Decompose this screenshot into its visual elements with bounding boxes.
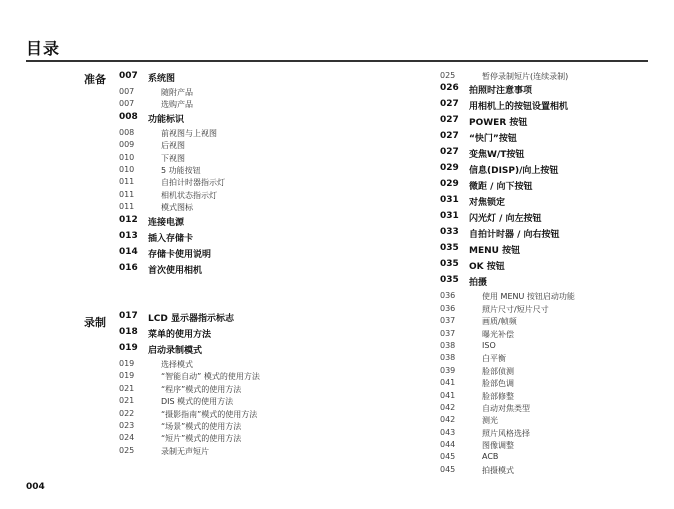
toc-entry-title: 白平衡	[482, 354, 506, 364]
toc-entry-title: 自拍计时器 / 向右按钮	[469, 230, 560, 241]
toc-entry[interactable]	[440, 304, 650, 316]
toc-entry-title: 功能标识	[148, 114, 185, 125]
toc-entry-title: 曝光补偿	[482, 329, 514, 339]
toc-entry[interactable]	[119, 384, 319, 396]
toc-entry[interactable]	[119, 421, 319, 433]
toc-entry[interactable]	[440, 316, 650, 328]
toc-page-number: 031	[440, 195, 459, 206]
toc-page-number: 027	[440, 147, 459, 158]
toc-page-number: 045	[440, 464, 456, 474]
toc-page-number: 037	[440, 316, 456, 326]
toc-entry[interactable]	[119, 190, 319, 202]
toc-list-record	[119, 311, 319, 458]
toc-entry-title: 菜单的使用方法	[148, 330, 212, 340]
toc-page-number: 038	[440, 340, 456, 350]
toc-entry-title: “场景”模式的使用方法	[161, 421, 242, 431]
toc-entry[interactable]	[440, 353, 650, 365]
toc-page-number: 012	[119, 214, 138, 225]
toc-page-number: 037	[440, 328, 456, 338]
toc-entry-title: 相机状态指示灯	[161, 190, 217, 200]
toc-entry-title: 启动录制模式	[148, 346, 203, 356]
toc-entry[interactable]	[119, 343, 319, 359]
toc-entry-title: 对焦锁定	[469, 198, 506, 209]
toc-page-number: 027	[440, 115, 459, 126]
toc-page-number: 035	[440, 275, 459, 286]
toc-page-number: 026	[440, 83, 459, 94]
toc-page-number: 010	[119, 164, 135, 174]
toc-entry-title: 微距 / 向下按钮	[469, 182, 533, 193]
toc-page-number: 029	[440, 163, 459, 174]
toc-entry[interactable]	[440, 163, 650, 179]
toc-entry[interactable]	[440, 83, 650, 99]
toc-entry-title: 变焦W/T按钮	[469, 150, 525, 161]
toc-entry[interactable]	[119, 247, 319, 263]
toc-entry[interactable]	[440, 415, 650, 427]
toc-entry[interactable]	[119, 311, 319, 327]
toc-entry-title: 画质/帧频	[482, 317, 517, 327]
toc-entry[interactable]	[119, 99, 319, 111]
toc-entry-title: 脸部色调	[482, 379, 514, 389]
toc-entry-title: 下视图	[161, 153, 185, 163]
title-divider	[26, 60, 648, 62]
toc-entry[interactable]	[440, 179, 650, 195]
toc-entry-title: 照片尺寸/短片尺寸	[482, 304, 549, 314]
toc-entry-title: 选择模式	[161, 360, 193, 369]
toc-entry-title: ISO	[482, 340, 496, 350]
toc-page-number: 008	[119, 111, 138, 122]
toc-page-number: 019	[119, 359, 135, 368]
toc-entry[interactable]	[440, 227, 650, 243]
toc-entry-title: 系统图	[148, 74, 176, 84]
toc-page-number: 017	[119, 311, 138, 321]
toc-page-number: 021	[119, 383, 135, 393]
toc-entry[interactable]	[119, 359, 319, 371]
toc-entry-title: “程序”模式的使用方法	[161, 384, 242, 394]
toc-entry[interactable]	[440, 99, 650, 115]
toc-entry-title: “智能自动” 模式的使用方法	[161, 372, 260, 382]
toc-entry[interactable]	[440, 195, 650, 211]
toc-entry-title: 脸部侦测	[482, 366, 514, 376]
toc-entry[interactable]	[119, 87, 319, 99]
toc-page-number: 019	[119, 371, 135, 381]
toc-entry[interactable]	[119, 112, 319, 128]
toc-page-number: 045	[440, 452, 456, 462]
toc-entry-title: ACB	[482, 452, 499, 462]
toc-entry[interactable]	[440, 378, 650, 390]
toc-list-right	[440, 71, 650, 477]
toc-page-number: 025	[440, 71, 456, 80]
toc-entry-title: POWER 按钮	[469, 118, 528, 129]
toc-page-number: 043	[440, 427, 456, 437]
toc-entry[interactable]	[119, 177, 319, 189]
page-title: 目录	[26, 39, 61, 58]
toc-entry-title: 拍摄模式	[482, 465, 514, 475]
toc-entry[interactable]	[440, 440, 650, 452]
toc-page-number: 031	[440, 211, 459, 222]
toc-page-number: 013	[119, 230, 138, 241]
toc-page-number: 021	[119, 396, 135, 406]
toc-entry[interactable]	[440, 131, 650, 147]
toc-entry[interactable]	[119, 396, 319, 408]
toc-entry-title: “快门”按钮	[469, 134, 517, 145]
toc-page-number: 009	[119, 140, 135, 150]
toc-page-number: 011	[119, 202, 135, 212]
toc-entry-title: OK 按钮	[469, 262, 505, 273]
toc-page-number: 007	[119, 99, 135, 109]
toc-entry[interactable]	[440, 243, 650, 259]
toc-entry[interactable]	[119, 128, 319, 140]
toc-entry[interactable]	[119, 202, 319, 214]
toc-entry[interactable]	[119, 231, 319, 247]
toc-entry-title: 自拍计时器指示灯	[161, 178, 225, 188]
toc-entry-title: 选购产品	[161, 100, 193, 110]
toc-entry[interactable]	[440, 341, 650, 353]
toc-entry[interactable]	[440, 465, 650, 477]
toc-entry-title: 自动对焦类型	[482, 403, 530, 413]
toc-entry[interactable]	[440, 71, 650, 83]
toc-page-number: 041	[440, 390, 456, 400]
toc-entry-title: 后视图	[161, 141, 185, 151]
toc-page-number: 036	[440, 303, 456, 313]
toc-entry[interactable]	[440, 391, 650, 403]
page-number: 004	[26, 482, 45, 492]
toc-page-number: 008	[119, 127, 135, 137]
toc-entry-title: 随附产品	[161, 88, 193, 97]
toc-entry-title: 模式图标	[161, 203, 193, 213]
toc-entry[interactable]	[119, 140, 319, 152]
toc-entry-title: MENU 按钮	[469, 246, 521, 257]
toc-page-number: 019	[119, 343, 138, 353]
toc-entry[interactable]	[119, 327, 319, 343]
toc-entry-title: 5 功能按钮	[161, 165, 201, 175]
toc-entry-title: 闪光灯 / 向左按钮	[469, 214, 542, 225]
toc-page-number: 044	[440, 440, 456, 450]
toc-entry-title: 照片风格选择	[482, 428, 530, 438]
toc-page-number: 022	[119, 408, 135, 418]
toc-page-number: 010	[119, 152, 135, 162]
toc-entry[interactable]	[119, 153, 319, 165]
toc-entry[interactable]	[119, 446, 319, 458]
toc-entry-title: 拍摄	[469, 278, 488, 289]
toc-page-number: 024	[119, 433, 135, 443]
toc-page-number: 025	[119, 445, 135, 455]
toc-page-number: 007	[119, 71, 138, 81]
toc-list-prep	[119, 71, 319, 279]
toc-page-number: 039	[440, 365, 456, 375]
toc-entry-title: 暂停录制短片(连续录制)	[482, 72, 569, 81]
section-label-record: 录制	[84, 316, 106, 329]
toc-entry-title: 插入存储卡	[148, 233, 194, 244]
toc-entry[interactable]	[440, 452, 650, 464]
toc-page-number: 041	[440, 378, 456, 388]
toc-page-number: 027	[440, 131, 459, 142]
toc-entry-title: DIS 模式的使用方法	[161, 397, 234, 407]
toc-page-number: 035	[440, 243, 459, 254]
toc-entry-title: 连接电源	[148, 217, 185, 228]
toc-page-number: 014	[119, 246, 138, 257]
toc-entry-title: 脸部修整	[482, 391, 514, 401]
toc-page-number: 029	[440, 179, 459, 190]
toc-entry[interactable]	[440, 211, 650, 227]
toc-page-number: 033	[440, 227, 459, 238]
toc-entry[interactable]	[440, 403, 650, 415]
toc-entry[interactable]	[440, 291, 650, 303]
toc-entry[interactable]	[440, 259, 650, 275]
toc-entry[interactable]	[440, 147, 650, 163]
toc-page-number: 011	[119, 177, 135, 187]
toc-page-number: 027	[440, 99, 459, 110]
toc-entry[interactable]	[440, 366, 650, 378]
toc-entry-title: “短片”模式的使用方法	[161, 434, 242, 444]
toc-entry-title: 测光	[482, 416, 498, 426]
toc-entry-title: 用相机上的按钮设置相机	[469, 102, 569, 113]
toc-entry[interactable]	[119, 409, 319, 421]
toc-entry-title: “摄影指南”模式的使用方法	[161, 409, 258, 419]
toc-entry[interactable]	[440, 115, 650, 131]
section-label-prep: 准备	[84, 73, 106, 86]
toc-entry-title: 信息(DISP)/向上按钮	[469, 166, 559, 177]
toc-page-number: 042	[440, 415, 456, 425]
toc-entry[interactable]	[119, 263, 319, 279]
toc-page-number: 007	[119, 87, 135, 96]
toc-page-number: 016	[119, 262, 138, 273]
toc-entry-title: LCD 显示器指示标志	[148, 314, 234, 324]
toc-page-number: 038	[440, 353, 456, 363]
toc-entry[interactable]	[119, 433, 319, 445]
toc-entry[interactable]	[119, 371, 319, 383]
toc-page-number: 018	[119, 327, 138, 337]
toc-entry-title: 图像调整	[482, 441, 514, 451]
toc-entry-title: 录制无声短片	[161, 446, 209, 456]
toc-entry-title: 前视图与上视图	[161, 128, 217, 138]
toc-page-number: 042	[440, 402, 456, 412]
toc-entry[interactable]	[440, 428, 650, 440]
toc-page-number: 035	[440, 259, 459, 270]
toc-page-number: 023	[119, 420, 135, 430]
toc-entry[interactable]	[440, 329, 650, 341]
toc-entry-title: 存储卡使用说明	[148, 249, 212, 260]
toc-entry-title: 使用 MENU 按钮启动功能	[482, 292, 575, 302]
toc-page-number: 036	[440, 291, 456, 301]
toc-entry[interactable]	[119, 71, 319, 87]
toc-page-number: 011	[119, 189, 135, 199]
toc-entry[interactable]	[119, 215, 319, 231]
toc-entry[interactable]	[119, 165, 319, 177]
toc-entry[interactable]	[440, 275, 650, 291]
toc-entry-title: 拍照时注意事项	[469, 86, 533, 97]
toc-entry-title: 首次使用相机	[148, 265, 203, 276]
